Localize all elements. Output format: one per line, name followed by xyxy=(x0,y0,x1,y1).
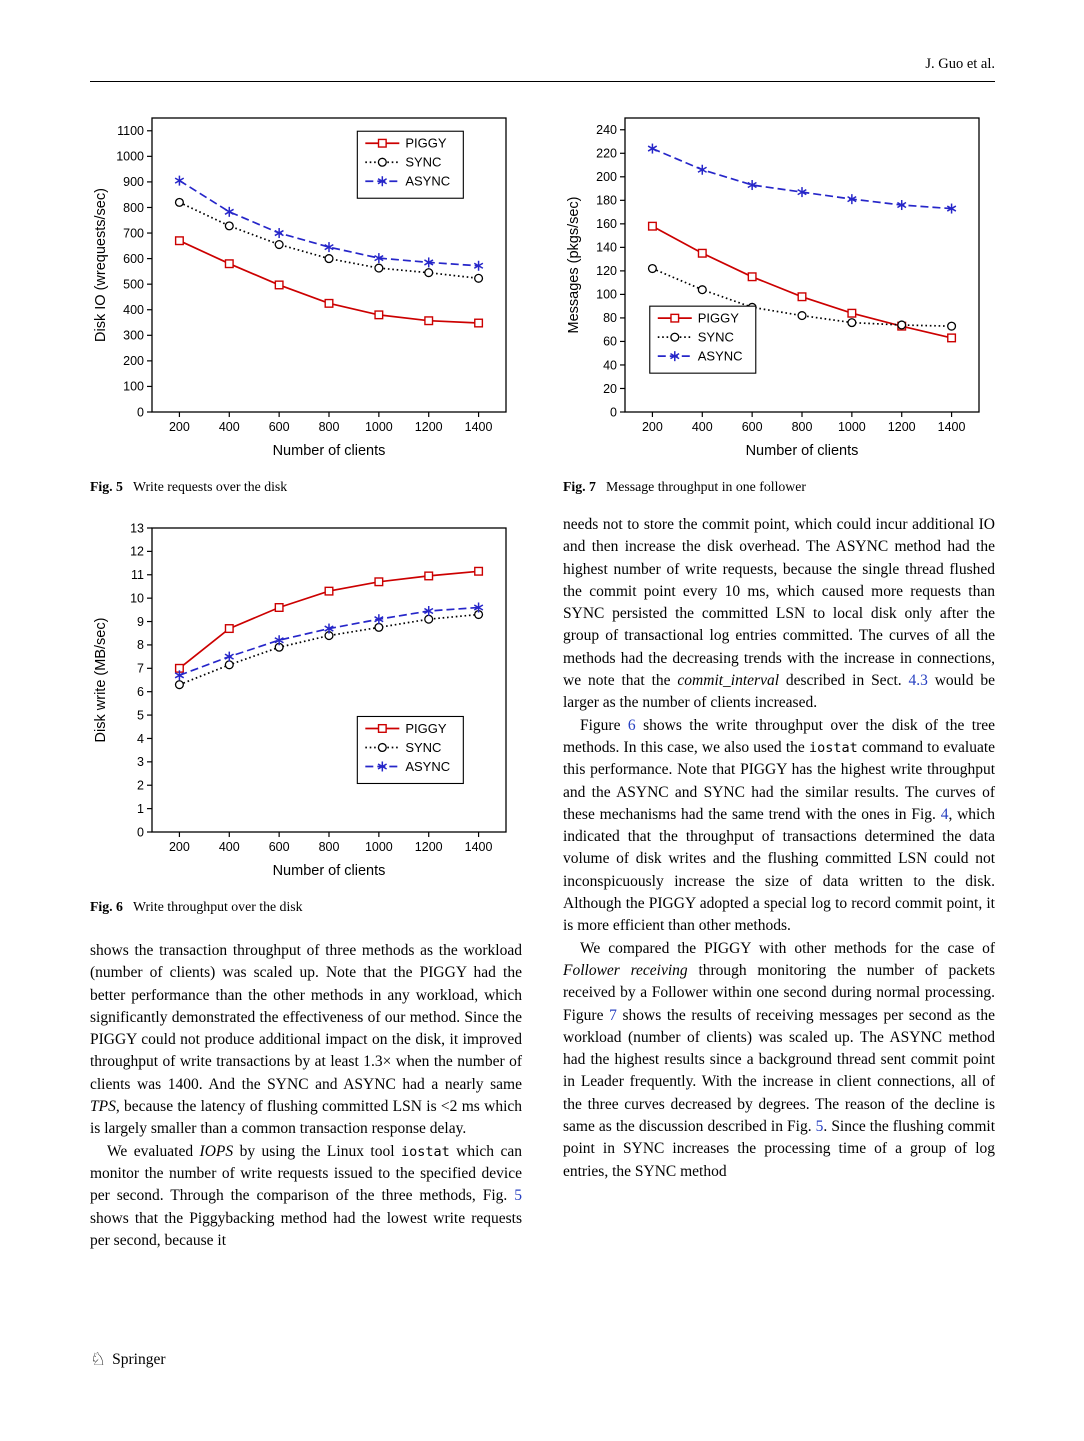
svg-text:400: 400 xyxy=(218,840,240,854)
figure-6-chart xyxy=(90,514,522,886)
header-rule xyxy=(90,81,995,82)
running-head xyxy=(90,56,995,81)
emphasis-text: TPS xyxy=(90,1098,116,1116)
svg-text:Number of clients: Number of clients xyxy=(272,443,386,459)
left-column-text xyxy=(90,940,522,1252)
svg-text:600: 600 xyxy=(123,251,144,266)
svg-text:11: 11 xyxy=(131,568,144,583)
publisher-name: Springer xyxy=(112,1351,166,1368)
emphasis-text: commit_interval xyxy=(677,672,780,690)
right-column-text xyxy=(563,514,995,1183)
right-column xyxy=(563,514,995,1252)
figure-5-block xyxy=(90,104,522,496)
svg-text:0: 0 xyxy=(137,825,144,840)
svg-text:ASYNC: ASYNC xyxy=(697,348,743,364)
cross-ref-link[interactable]: 7 xyxy=(609,1006,617,1024)
figure-6-caption xyxy=(90,898,522,916)
running-head-author: J. Guo et al. xyxy=(925,56,995,72)
svg-text:200: 200 xyxy=(168,420,190,434)
svg-text:1400: 1400 xyxy=(464,420,493,434)
svg-text:900: 900 xyxy=(123,175,144,190)
figure-5-chart xyxy=(90,104,522,466)
svg-text:Messages (pkgs/sec): Messages (pkgs/sec) xyxy=(566,196,582,334)
svg-text:600: 600 xyxy=(741,420,763,434)
svg-text:800: 800 xyxy=(791,420,813,434)
body-text: which can monitor the number of write requests issued to the specified device per second. Through the comparison of the three methods, Fig. xyxy=(90,1142,523,1205)
svg-text:1000: 1000 xyxy=(116,149,144,164)
svg-text:300: 300 xyxy=(123,328,144,343)
svg-text:13: 13 xyxy=(130,521,144,536)
svg-text:120: 120 xyxy=(596,264,617,279)
svg-text:ASYNC: ASYNC xyxy=(405,758,451,774)
paragraph xyxy=(563,938,995,1183)
figure-5-caption xyxy=(90,478,522,496)
cross-ref-link[interactable]: 5 xyxy=(815,1118,824,1136)
svg-text:500: 500 xyxy=(123,277,144,292)
body-columns xyxy=(90,514,995,1252)
svg-text:400: 400 xyxy=(691,420,713,434)
springer-logo-icon: ♘ xyxy=(90,1349,107,1370)
svg-text:200: 200 xyxy=(596,170,617,185)
svg-text:200: 200 xyxy=(641,420,663,434)
svg-text:200: 200 xyxy=(123,354,144,369)
svg-text:1000: 1000 xyxy=(364,420,393,434)
cross-ref-link[interactable]: 4 xyxy=(940,805,949,823)
svg-text:5: 5 xyxy=(137,708,144,723)
caption-text: Message throughput in one follower xyxy=(605,479,806,494)
svg-text:1100: 1100 xyxy=(117,124,144,139)
svg-text:240: 240 xyxy=(596,123,617,138)
svg-text:PIGGY: PIGGY xyxy=(405,135,447,151)
svg-text:180: 180 xyxy=(596,193,617,208)
svg-text:12: 12 xyxy=(130,544,144,559)
paragraph xyxy=(90,1141,522,1252)
body-text: shows the write throughput over the disk of the tree methods. In this case, we also used the xyxy=(563,716,995,756)
svg-text:600: 600 xyxy=(268,840,290,854)
fig5-plot xyxy=(90,104,522,466)
svg-text:1200: 1200 xyxy=(887,420,916,434)
svg-text:Disk write (MB/sec): Disk write (MB/sec) xyxy=(93,617,109,743)
svg-text:Number of clients: Number of clients xyxy=(745,443,859,459)
body-text: . Since the flushing commit point in SYNC increases the processing time of a group of log entries, the SYNC method xyxy=(563,1118,995,1180)
svg-text:700: 700 xyxy=(123,226,144,241)
left-column xyxy=(90,514,522,1252)
paragraph xyxy=(563,514,995,715)
body-text: described in Sect. xyxy=(779,672,909,690)
svg-text:1200: 1200 xyxy=(414,840,443,854)
body-text: We compared the PIGGY with other methods for the case of xyxy=(580,939,995,957)
svg-text:1400: 1400 xyxy=(937,420,966,434)
svg-text:6: 6 xyxy=(137,684,144,699)
svg-text:2: 2 xyxy=(137,778,144,793)
svg-text:7: 7 xyxy=(137,661,144,676)
svg-text:100: 100 xyxy=(596,287,617,302)
svg-text:ASYNC: ASYNC xyxy=(405,173,451,189)
svg-text:1000: 1000 xyxy=(364,840,393,854)
caption-text: Write throughput over the disk xyxy=(132,899,303,914)
inline-code: iostat xyxy=(400,1143,450,1160)
svg-text:Number of clients: Number of clients xyxy=(272,863,386,879)
body-text: We evaluated xyxy=(107,1142,200,1160)
svg-text:20: 20 xyxy=(603,381,617,396)
body-text: shows that the Piggybacking method had the lowest write requests per second, because it xyxy=(90,1209,522,1249)
svg-text:PIGGY: PIGGY xyxy=(697,310,739,326)
svg-text:SYNC: SYNC xyxy=(697,329,734,345)
svg-text:4: 4 xyxy=(137,731,144,746)
cross-ref-link[interactable]: 5 xyxy=(514,1187,522,1205)
fig6-plot xyxy=(90,514,522,886)
svg-text:600: 600 xyxy=(268,420,290,434)
body-text: command to evaluate this performance. Note that PIGGY has the highest write throughput and the ASYNC and SYNC had the similar results. The curves of these mechanisms had the same trend with the ones in Fig. xyxy=(563,738,996,823)
svg-text:40: 40 xyxy=(603,358,617,373)
body-text: through monitoring the number of packets received by a Follower within one second during normal processing. Figure xyxy=(563,961,996,1024)
svg-text:0: 0 xyxy=(610,405,617,420)
caption-text: Write requests over the disk xyxy=(132,479,288,494)
fig7-plot xyxy=(563,104,995,466)
svg-text:0: 0 xyxy=(137,405,144,420)
svg-text:9: 9 xyxy=(137,614,144,629)
svg-text:80: 80 xyxy=(603,311,617,326)
svg-text:800: 800 xyxy=(318,420,340,434)
publisher-footer xyxy=(90,1351,166,1369)
svg-text:1: 1 xyxy=(137,801,144,816)
svg-text:SYNC: SYNC xyxy=(405,739,442,755)
svg-text:400: 400 xyxy=(218,420,240,434)
inline-code: iostat xyxy=(808,739,858,756)
body-text: by using the Linux tool xyxy=(233,1142,401,1160)
svg-text:1200: 1200 xyxy=(414,420,443,434)
svg-text:1400: 1400 xyxy=(464,840,493,854)
svg-text:SYNC: SYNC xyxy=(405,154,442,170)
emphasis-text: Follower receiving xyxy=(563,961,688,979)
svg-text:800: 800 xyxy=(318,840,340,854)
svg-text:1000: 1000 xyxy=(837,420,866,434)
cross-ref-link[interactable]: 6 xyxy=(627,716,636,734)
figure-7-caption xyxy=(563,478,995,496)
emphasis-text: IOPS xyxy=(199,1142,234,1160)
body-text: needs not to store the commit point, which could incur additional IO and then increase the disk overhead. The ASYNC method had the highest number of write requests, because the single thread flushed the commit point every 10 ms, which caused more requests than SYNC persisted the committed LSN to local disk only after the group of transactional log entries committed. The curves of all the methods had the decreasing trends with the increase in connections, we note that the xyxy=(563,516,995,690)
svg-text:400: 400 xyxy=(123,303,144,318)
cross-ref-link[interactable]: 4.3 xyxy=(908,672,928,690)
figure-7-chart xyxy=(563,104,995,466)
svg-text:200: 200 xyxy=(168,840,190,854)
svg-text:3: 3 xyxy=(137,755,144,770)
svg-text:10: 10 xyxy=(130,591,144,606)
caption-label: Fig. 7 xyxy=(563,479,596,494)
paragraph xyxy=(90,940,522,1141)
paragraph xyxy=(563,715,995,938)
caption-label: Fig. 6 xyxy=(90,899,123,914)
svg-text:220: 220 xyxy=(596,146,617,161)
svg-text:100: 100 xyxy=(123,379,144,394)
svg-text:Disk IO (wrequests/sec): Disk IO (wrequests/sec) xyxy=(93,188,109,342)
body-text: shows the transaction throughput of three methods as the workload (number of clients) was scaled up. Note that the PIGGY had the better performance than the other methods in any workload, which significantly demonstrated the effectiveness of our method. Since the PIGGY could not produce additional impact on the disk, it improved throughput of write transactions by at least 1.3× when the number of clients was 1400. And the SYNC and ASYNC had a nearly same xyxy=(90,942,522,1093)
svg-text:60: 60 xyxy=(603,334,617,349)
body-text: , because the latency of flushing committed LSN is <2 ms which is largely smaller than a common transaction response delay. xyxy=(90,1098,522,1138)
figure-6-block xyxy=(90,514,522,916)
figure-7-block xyxy=(563,104,995,496)
body-text: , which indicated that the throughput of transactions determined the data volume of disk writes and the flushing committed LSN could not inconspicuously increase the size of data written to the disk. Although the PIGGY adopted a special log to record commit point, it is more efficient than other methods. xyxy=(563,805,995,935)
caption-label: Fig. 5 xyxy=(90,479,123,494)
body-text: Figure xyxy=(580,716,628,734)
top-figures-row xyxy=(90,104,995,496)
svg-text:160: 160 xyxy=(596,217,617,232)
svg-text:8: 8 xyxy=(137,638,144,653)
svg-text:800: 800 xyxy=(123,200,144,215)
body-text: shows the results of receiving messages per second as the workload (number of clients) was scaled up. The ASYNC method had the highest results since a background thread sent commit point in Leader frequently. With the increase in client connections, all of the three curves decreased by degrees. The reason of the decline is same as the discussion described in Fig. xyxy=(563,1006,995,1136)
svg-text:140: 140 xyxy=(596,240,617,255)
svg-text:PIGGY: PIGGY xyxy=(405,720,447,736)
body-text: would be larger as the number of clients increased. xyxy=(563,672,995,712)
